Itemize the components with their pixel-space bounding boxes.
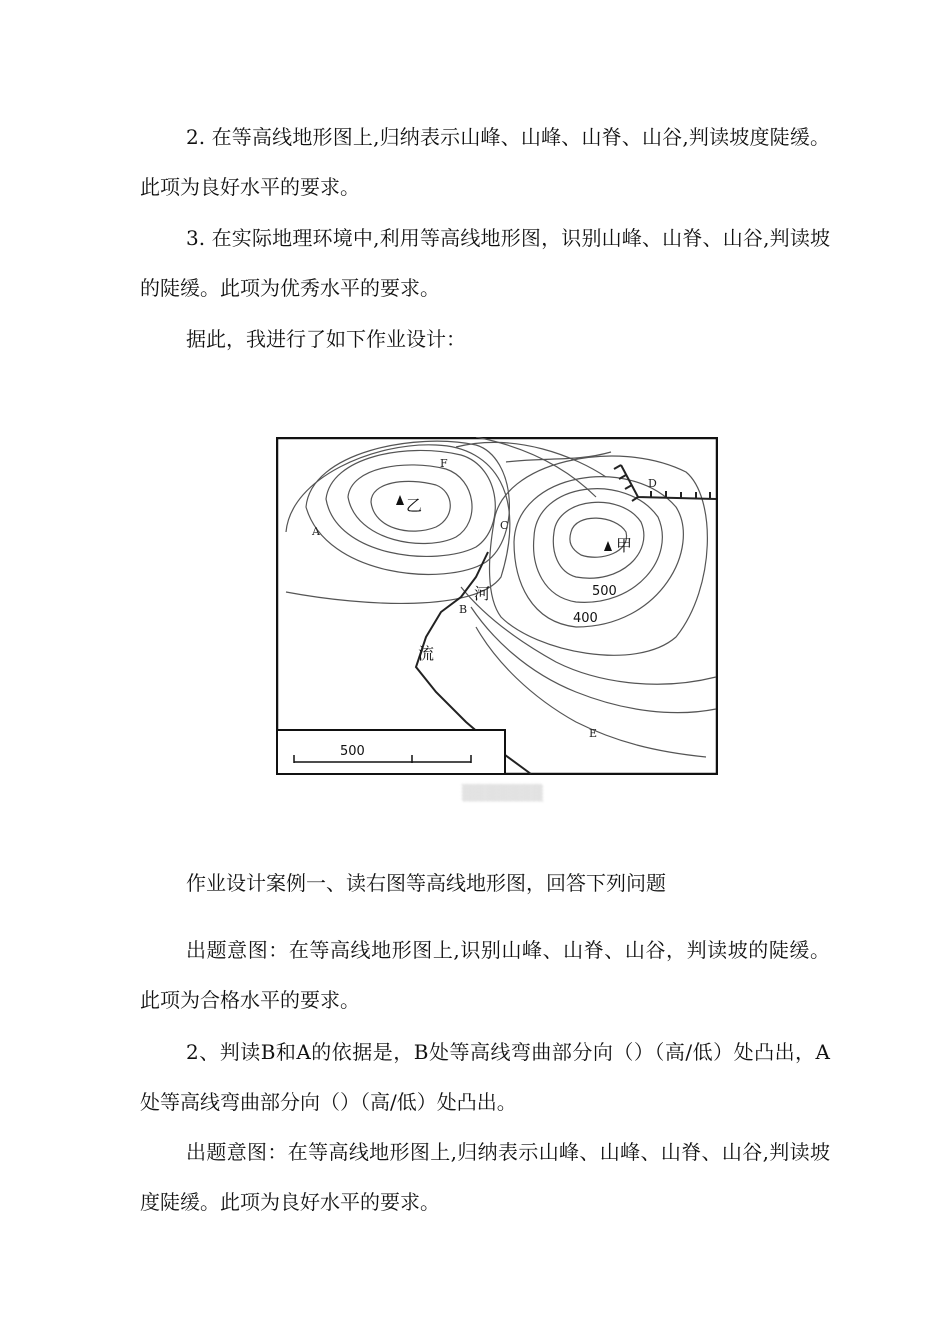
label-contour-400: 400 xyxy=(573,611,598,626)
figure-caption-blurred: ▒▒▒▒▒▒▒ xyxy=(462,784,543,802)
label-d: D xyxy=(648,477,657,490)
paragraph-6: 2、判读B和A的依据是，B处等高线弯曲部分向（）（高/低）处凸出，A处等高线弯曲部分向（）（高/低）处凸出。 xyxy=(140,1040,830,1114)
paragraph-5: 出题意图：在等高线地形图上,识别山峰、山脊、山谷，判读坡的陡缓。此项为合格水平的要求。 xyxy=(140,938,830,1012)
paragraph-3: 据此，我进行了如下作业设计： xyxy=(186,327,466,351)
label-peak-jia: 甲 xyxy=(616,536,633,555)
label-river-he: 河 xyxy=(474,584,491,603)
label-contour-500: 500 xyxy=(592,584,617,599)
scale-label-500: 500 xyxy=(340,744,365,759)
label-peak-yi: 乙 xyxy=(406,496,423,515)
paragraph-4: 作业设计案例一、读右图等高线地形图，回答下列问题 xyxy=(186,871,666,895)
paragraph-1: 2. 在等高线地形图上,归纳表示山峰、山峰、山脊、山谷,判读坡度陡缓。此项为良好水平的要求。 xyxy=(140,125,830,199)
scale-box xyxy=(277,730,505,774)
contour-map xyxy=(276,437,718,775)
paragraph-7: 出题意图：在等高线地形图上,归纳表示山峰、山峰、山脊、山谷,判读坡度陡缓。此项为良好水平的要求。 xyxy=(140,1140,830,1214)
label-river-liu: 流 xyxy=(418,644,435,663)
label-b: B xyxy=(459,603,468,616)
label-e: E xyxy=(589,727,598,740)
contour-map-figure xyxy=(276,437,718,775)
paragraph-2: 3. 在实际地理环境中,利用等高线地形图，识别山峰、山脊、山谷,判读坡的陡缓。此项为优秀水平的要求。 xyxy=(140,226,830,300)
label-a: A xyxy=(312,525,320,538)
label-f: F xyxy=(440,457,448,470)
label-c: C xyxy=(500,519,509,532)
